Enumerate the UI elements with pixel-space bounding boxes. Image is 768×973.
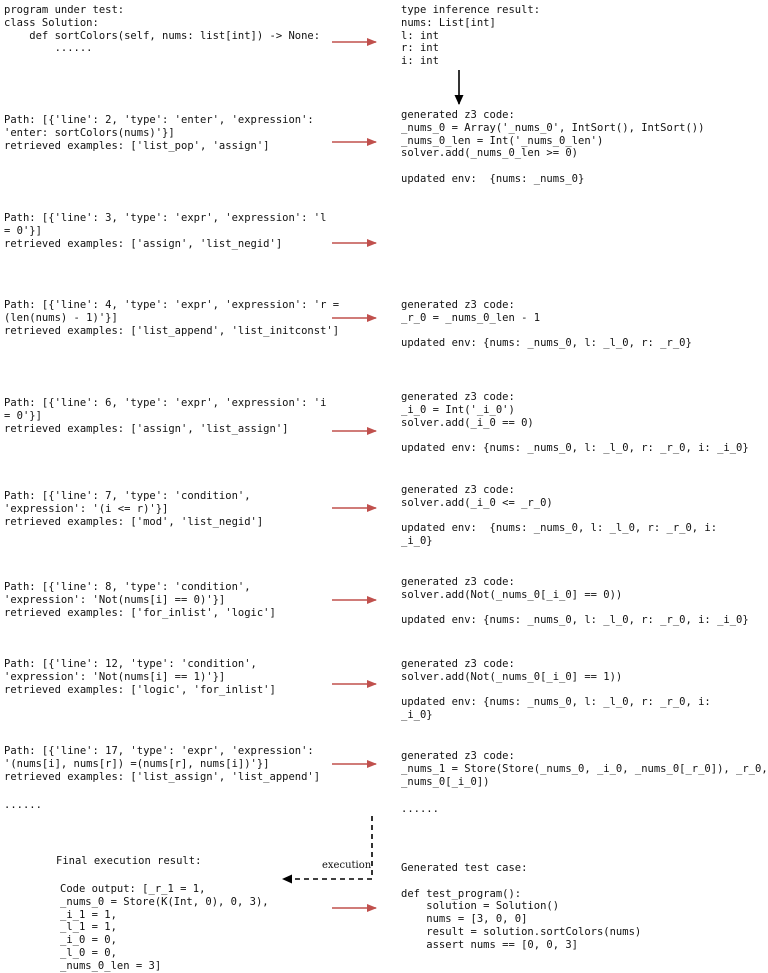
z3-step-3: generated z3 code: _r_0 = _nums_0_len - 1 updated env: {nums: _nums_0, l: _l_0, r: _r_0} — [401, 299, 692, 350]
ellipsis-left: ...... — [4, 799, 42, 811]
path-step-5: Path: [{'line': 7, 'type': 'condition', 'expression': '(i <= r)'}] retrieved examples: ['mod', 'list_negid'] — [4, 490, 264, 528]
ellipsis-right: ...... — [401, 803, 439, 815]
path-step-1: Path: [{'line': 2, 'type': 'enter', 'expression': 'enter: sortColors(nums)'}] retrieved examples: ['list_pop', 'assign'] — [4, 114, 314, 152]
final-execution-code: Code output: [_r_1 = 1, _nums_0 = Store(K(Int, 0), 0, 3), _i_1 = 1, _l_1 = 1, _i_0 = 0, _l_0 = 0, _nums_0_len = 3] — [60, 883, 269, 972]
program-under-test-block: program under test: class Solution: def sortColors(self, nums: list[int]) -> None: ...... — [4, 4, 321, 55]
type-inference-block: type inference result: nums: List[int] l: int r: int i: int — [401, 4, 541, 68]
path-step-4: Path: [{'line': 6, 'type': 'expr', 'expression': 'i = 0'}] retrieved examples: ['assign', 'list_assign'] — [4, 397, 327, 435]
z3-step-8: generated z3 code: _nums_1 = Store(Store(_nums_0, _i_0, _nums_0[_r_0]), _r_0, _nums_0[_i_0]) — [401, 750, 768, 788]
final-execution-title: Final execution result: — [56, 855, 202, 867]
path-step-3: Path: [{'line': 4, 'type': 'expr', 'expression': 'r = (len(nums) - 1)'}] retrieved examples: ['list_append', 'list_initconst'] — [4, 299, 340, 337]
z3-step-6: generated z3 code: solver.add(Not(_nums_0[_i_0] == 0)) updated env: {nums: _nums_0, l: _l_0, r: _r_0, i: _i_0} — [401, 576, 749, 627]
z3-step-7: generated z3 code: solver.add(Not(_nums_0[_i_0] == 1)) updated env: {nums: _nums_0, l: _l_0, r: _r_0, i: _i_0} — [401, 658, 711, 722]
z3-step-4: generated z3 code: _i_0 = Int('_i_0') solver.add(_i_0 == 0) updated env: {nums: _nums_0, l: _l_0, r: _r_0, i: _i_0} — [401, 391, 749, 455]
execution-label: execution — [322, 860, 372, 871]
z3-step-1: generated z3 code: _nums_0 = Array('_nums_0', IntSort(), IntSort()) _nums_0_len = Int('_nums_0_len') solver.add(_nums_0_len >= 0) updated env: {nums: _nums_0} — [401, 109, 705, 185]
path-step-8: Path: [{'line': 17, 'type': 'expr', 'expression': '(nums[i], nums[r]) =(nums[r], nums[i])'}] retrieved examples: ['list_assign', 'list_append'] — [4, 745, 321, 783]
path-step-7: Path: [{'line': 12, 'type': 'condition', 'expression': 'Not(nums[i] == 1)'}] retrieved examples: ['logic', 'for_inlist'] — [4, 658, 276, 696]
z3-step-5: generated z3 code: solver.add(_i_0 <= _r_0) updated env: {nums: _nums_0, l: _l_0, r: _r_0, i: _i_0} — [401, 484, 718, 548]
generated-test-case-block: Generated test case: def test_program(): solution = Solution() nums = [3, 0, 0] result = solution.sortColors(nums) assert nums == [0, 0, 3] — [401, 862, 642, 951]
path-step-6: Path: [{'line': 8, 'type': 'condition', 'expression': 'Not(nums[i] == 0)'}] retrieved examples: ['for_inlist', 'logic'] — [4, 581, 276, 619]
path-step-2: Path: [{'line': 3, 'type': 'expr', 'expression': 'l = 0'}] retrieved examples: ['assign', 'list_negid'] — [4, 212, 327, 250]
